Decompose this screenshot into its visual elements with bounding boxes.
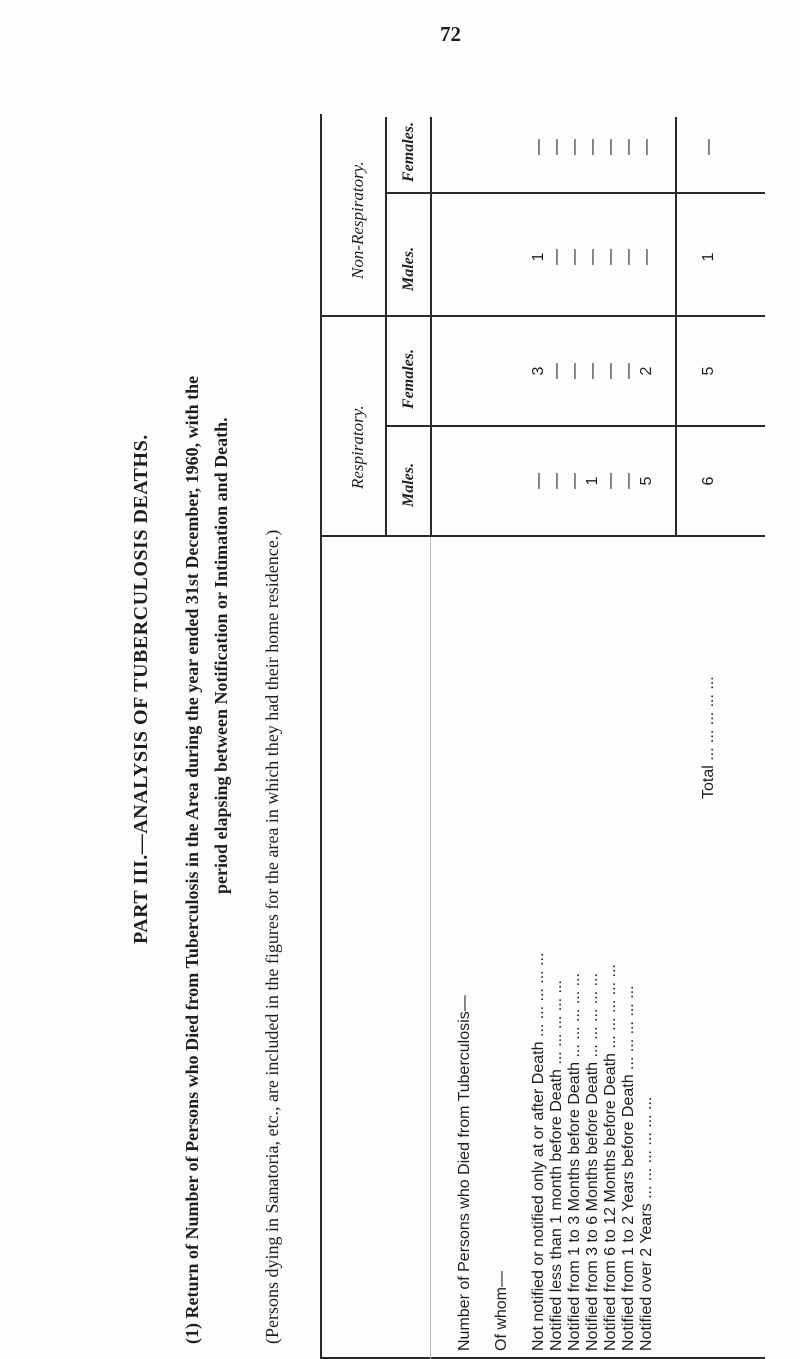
table-row-4-label: Notified from 3 to 6 Months before Death ... ... ... ... ... xyxy=(584,973,601,1351)
page-number: 72 xyxy=(440,22,461,46)
table-row-1-nm-cell: 1 xyxy=(530,252,547,262)
header-bottom-rule xyxy=(430,117,432,537)
table-row-2-rf-cell: — xyxy=(548,363,565,379)
respiratory-females-header: Females. xyxy=(400,349,417,409)
table-row-3-rf-cell: — xyxy=(566,363,583,379)
non-respiratory-group-header: Non-Respiratory. xyxy=(348,161,367,279)
table-row-4-nm-cell: — xyxy=(584,249,601,265)
column-divider-group xyxy=(320,316,765,318)
subtitle-line-2: period elapsing between Notification or Intimation and Death. xyxy=(211,417,231,894)
table-row-1-rf-cell: 3 xyxy=(530,366,547,376)
respiratory-males-header: Males. xyxy=(400,463,417,507)
table-row-4-rm-cell: 1 xyxy=(584,476,601,486)
table-row-3-nm-cell: — xyxy=(566,249,583,265)
table-row-6-rm-cell: — xyxy=(620,473,637,489)
table-row-7-nf-cell: — xyxy=(638,139,655,155)
total-row-nf-cell: — xyxy=(700,139,717,155)
table-row-3-label: Notified from 1 to 3 Months before Death ... ... ... ... ... xyxy=(566,973,583,1351)
table-row-1-rm-cell: — xyxy=(530,473,547,489)
table-row-2-nf-cell: — xyxy=(548,139,565,155)
column-divider-resp xyxy=(385,426,765,428)
column-divider-label xyxy=(320,536,765,538)
table-row-7-rm-cell: 5 xyxy=(638,476,655,486)
table-row-3-rm-cell: — xyxy=(566,473,583,489)
table-row-7-label: Notified over 2 Years ... ... ... ... ... ... xyxy=(638,1096,655,1351)
residence-note: (Persons dying in Sanatoria, etc., are included in the figures for the area in which they had their home residence.) xyxy=(262,529,282,1344)
total-rule xyxy=(675,117,677,537)
table-row-5-label: Notified from 6 to 12 Months before Death ... ... ... ... ... xyxy=(602,964,619,1351)
label-header-rule xyxy=(430,537,431,1359)
column-divider-nonresp xyxy=(385,193,765,195)
table-row-5-rf-cell: — xyxy=(602,363,619,379)
table-row-2-label: Notified less than 1 month before Death ... ... ... ... ... xyxy=(548,980,565,1351)
of-whom-line: Of whom— xyxy=(493,1270,510,1351)
table-row-6-nf-cell: — xyxy=(620,139,637,155)
table-row-6-label: Notified from 1 to 2 Years before Death ... ... ... ... ... xyxy=(620,985,637,1351)
table-row-5-nf-cell: — xyxy=(602,139,619,155)
subtitle-line-1: (1) Return of Number of Persons who Died from Tuberculosis in the Area during the year ended 31st December, 1960, with the xyxy=(182,375,202,1344)
non-respiratory-males-header: Males. xyxy=(400,247,417,291)
table-row-1-label: Not notified or notified only at or after Death ... ... ... ... ... xyxy=(530,952,547,1351)
table-top-rule xyxy=(320,114,322,1359)
table-row-2-rm-cell: — xyxy=(548,473,565,489)
table-row-1-nf-cell: — xyxy=(530,139,547,155)
table-row-3-nf-cell: — xyxy=(566,139,583,155)
table-row-7-nm-cell: — xyxy=(638,249,655,265)
table-row-4-rf-cell: — xyxy=(584,363,601,379)
total-row-rm-cell: 6 xyxy=(700,476,717,486)
intro-line: Number of Persons who Died from Tuberculosis— xyxy=(456,995,473,1351)
total-row-nm-cell: 1 xyxy=(700,252,717,262)
table-row-7-rf-cell: 2 xyxy=(638,366,655,376)
non-respiratory-females-header: Females. xyxy=(400,122,417,182)
table-row-4-nf-cell: — xyxy=(584,139,601,155)
table-row-5-nm-cell: — xyxy=(602,249,619,265)
subheader-rule xyxy=(385,117,387,537)
total-row-rf-cell: 5 xyxy=(700,366,717,376)
respiratory-group-header: Respiratory. xyxy=(348,405,367,489)
table-row-5-rm-cell: — xyxy=(602,473,619,489)
table-row-2-nm-cell: — xyxy=(548,249,565,265)
page-title: PART III.—ANALYSIS OF TUBERCULOSIS DEATHS. xyxy=(130,434,152,944)
total-row-label: Total ... ... ... ... ... xyxy=(700,676,717,799)
table-row-6-rf-cell: — xyxy=(620,363,637,379)
table-row-6-nm-cell: — xyxy=(620,249,637,265)
